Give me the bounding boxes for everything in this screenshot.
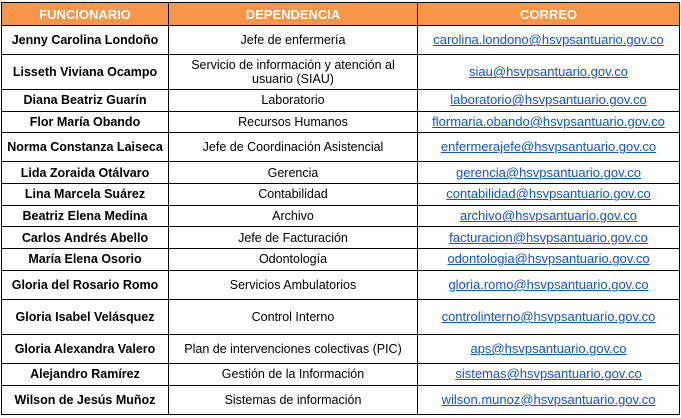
email-link[interactable]: gerencia@hsvpsantuario.gov.co (418, 162, 680, 184)
dependencia-cell: Jefe de Facturación (169, 227, 418, 249)
funcionario-cell: Carlos Andrés Abello (2, 227, 169, 249)
dependencia-cell: Gerencia (169, 162, 418, 184)
dependencia-cell: Odontología (169, 249, 418, 271)
table-row (2, 205, 680, 227)
funcionario-cell: Diana Beatriz Guarín (2, 89, 169, 111)
table-row (2, 385, 680, 414)
dependencia-cell: Contabilidad (169, 184, 418, 206)
dependencia-cell: Gestión de la Información (169, 363, 418, 385)
table-row (2, 26, 680, 55)
email-link[interactable]: contabilidad@hsvpsantuario.gov.co (418, 184, 680, 206)
email-link[interactable]: wilson.munoz@hsvpsantuario.gov.co (418, 385, 680, 414)
header-correo: CORREO (418, 3, 680, 26)
email-link[interactable]: aps@hsvpsantuario.gov.co (418, 334, 680, 363)
dependencia-cell: Sistemas de información (169, 385, 418, 414)
funcionario-cell: Norma Constanza Laiseca (2, 133, 169, 162)
table-row (2, 55, 680, 90)
dependencia-cell: Servicio de información y atención al usuario (SIAU) (169, 55, 418, 90)
header-funcionario: FUNCIONARIO (2, 3, 169, 26)
email-link[interactable]: odontologia@hsvpsantuario.gov.co (418, 249, 680, 271)
table-row (2, 133, 680, 162)
table-row (2, 111, 680, 133)
email-link[interactable]: flormaria.obando@hsvpsantuario.gov.co (418, 111, 680, 133)
funcionario-cell: Lina Marcela Suárez (2, 184, 169, 206)
funcionario-cell: Lida Zoraida Otálvaro (2, 162, 169, 184)
table-row (2, 334, 680, 363)
dependencia-cell: Archivo (169, 205, 418, 227)
dependencia-cell: Laboratorio (169, 89, 418, 111)
table-row (2, 184, 680, 206)
table-row (2, 363, 680, 385)
funcionario-cell: Flor María Obando (2, 111, 169, 133)
email-link[interactable]: gloria.romo@hsvpsantuario.gov.co (418, 270, 680, 299)
dependencia-cell: Jefe de Coordinación Asistencial (169, 133, 418, 162)
header-row (2, 3, 680, 26)
table-row (2, 162, 680, 184)
funcionario-cell: Gloria del Rosario Romo (2, 270, 169, 299)
funcionario-cell: María Elena Osorio (2, 249, 169, 271)
email-link[interactable]: sistemas@hsvpsantuario.gov.co (418, 363, 680, 385)
email-link[interactable]: siau@hsvpsantuario.gov.co (418, 55, 680, 90)
funcionario-cell: Alejandro Ramírez (2, 363, 169, 385)
dependencia-cell: Plan de intervenciones colectivas (PIC) (169, 334, 418, 363)
email-link[interactable]: enfermerajefe@hsvpsantuario.gov.co (418, 133, 680, 162)
table-row (2, 249, 680, 271)
directory-table (1, 2, 680, 415)
email-link[interactable]: controlinterno@hsvpsantuario.gov.co (418, 300, 680, 335)
email-link[interactable]: carolina.londono@hsvpsantuario.gov.co (418, 26, 680, 55)
dependencia-cell: Control Interno (169, 300, 418, 335)
email-link[interactable]: laboratorio@hsvpsantuario.gov.co (418, 89, 680, 111)
email-link[interactable]: facturacion@hsvpsantuario.gov.co (418, 227, 680, 249)
funcionario-cell: Beatriz Elena Medina (2, 205, 169, 227)
dependencia-cell: Servicios Ambulatorios (169, 270, 418, 299)
funcionario-cell: Gloria Isabel Velásquez (2, 300, 169, 335)
email-link[interactable]: archivo@hsvpsantuario.gov.co (418, 205, 680, 227)
table-row (2, 227, 680, 249)
funcionario-cell: Wilson de Jesús Muñoz (2, 385, 169, 414)
funcionario-cell: Gloria Alexandra Valero (2, 334, 169, 363)
dependencia-cell: Recursos Humanos (169, 111, 418, 133)
dependencia-cell: Jefe de enfermería (169, 26, 418, 55)
table-row (2, 300, 680, 335)
funcionario-cell: Lisseth Viviana Ocampo (2, 55, 169, 90)
table-row (2, 270, 680, 299)
funcionario-cell: Jenny Carolina Londoño (2, 26, 169, 55)
table-row (2, 89, 680, 111)
header-dependencia: DEPENDENCIA (169, 3, 418, 26)
